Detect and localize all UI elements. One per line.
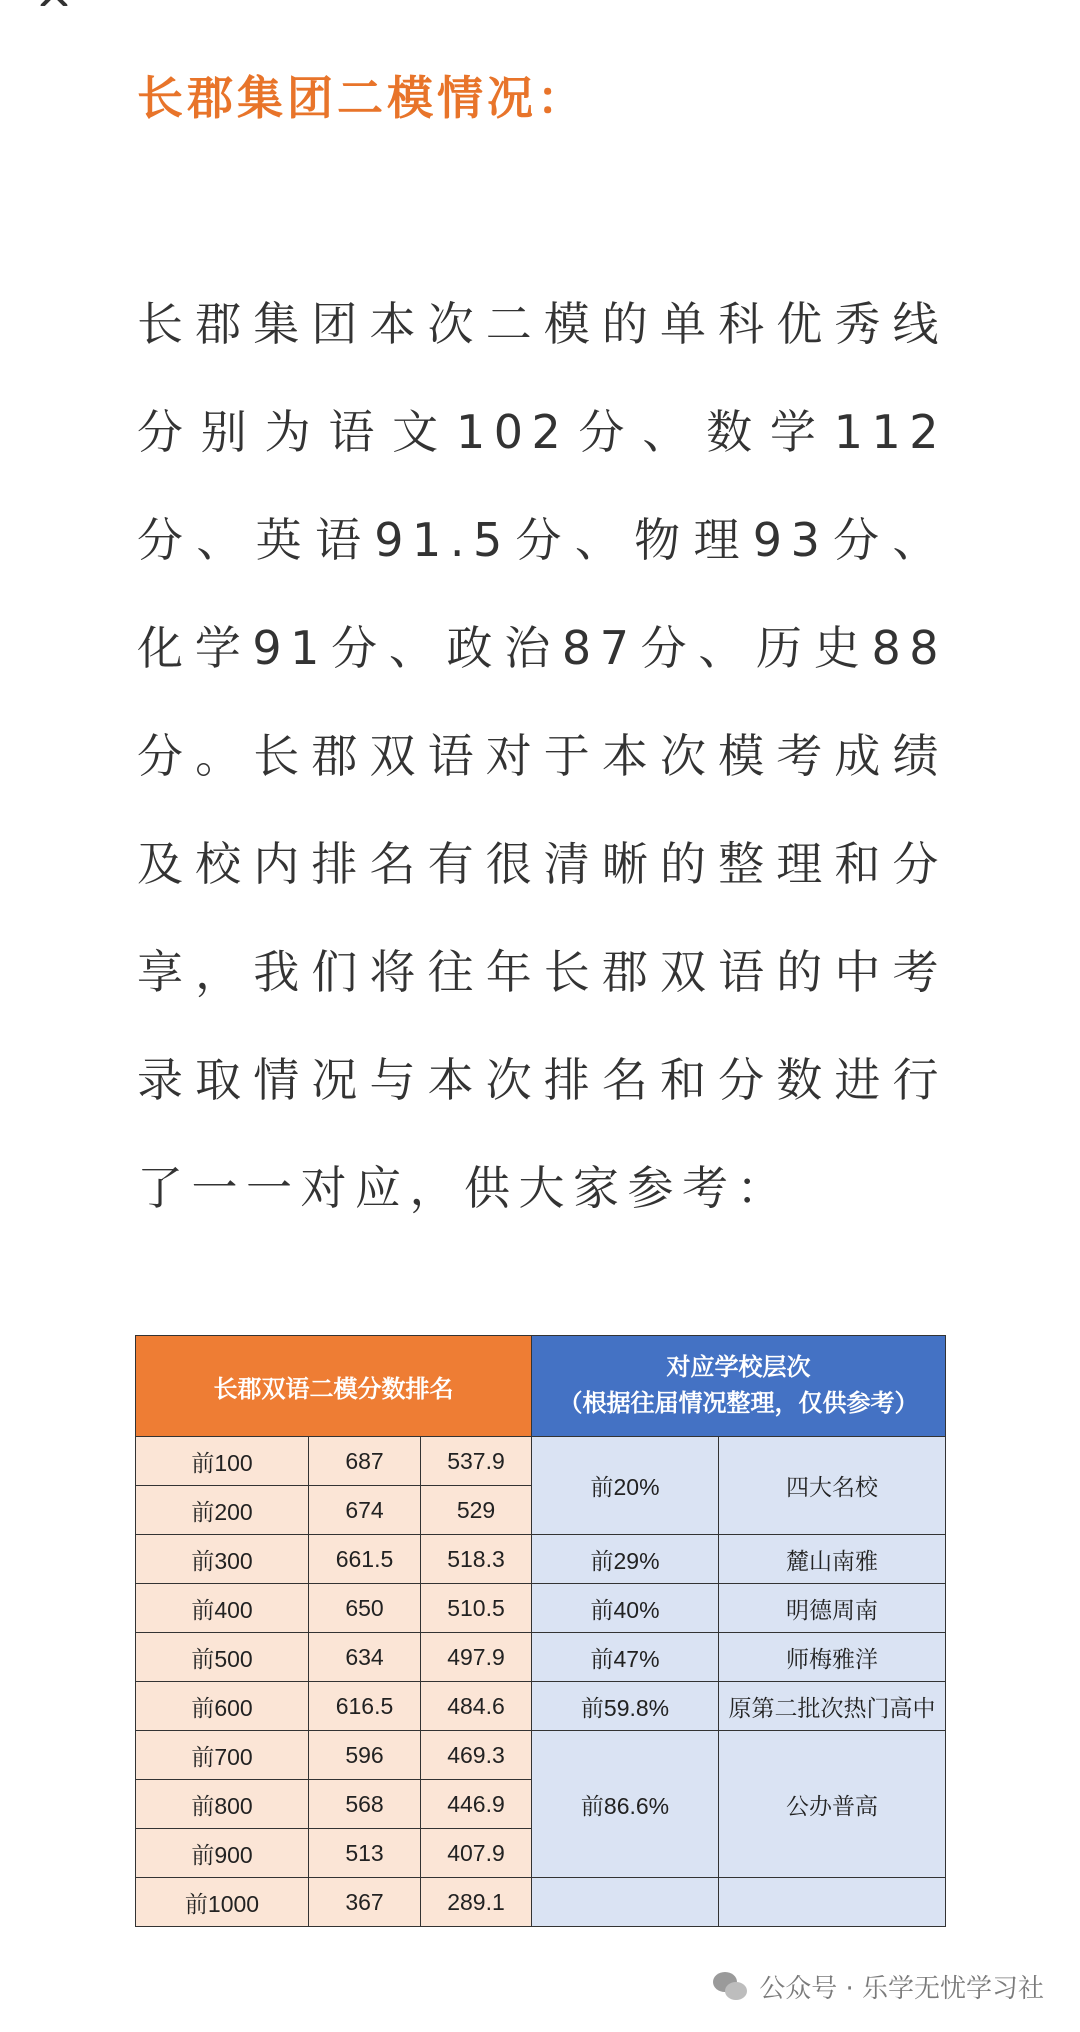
tier-percent-cell: 前40% (532, 1584, 719, 1633)
watermark-text: 公众号 · 乐学无忧学习社 (759, 1974, 1044, 2004)
tier-percent-cell: 前86.6% (532, 1731, 719, 1878)
score-cell: 674 (309, 1486, 421, 1535)
tier-school-cell: 原第二批次热门高中 (719, 1682, 946, 1731)
close-icon[interactable] (34, 0, 74, 6)
score-cell: 650 (309, 1584, 421, 1633)
page-title: 长郡集团二模情况： (137, 71, 587, 125)
rank-cell: 前1000 (136, 1878, 309, 1927)
empty-tier-cell (719, 1878, 946, 1927)
table-row (136, 1535, 946, 1584)
header-school-tier (532, 1336, 946, 1437)
watermark (713, 1968, 1044, 2005)
table-header-row (136, 1336, 946, 1437)
score-cell: 497.9 (421, 1633, 532, 1682)
rank-cell: 前300 (136, 1535, 309, 1584)
header-school-tier-title: 对应学校层次 (666, 1354, 811, 1381)
tier-school-cell: 四大名校 (719, 1437, 946, 1535)
score-cell: 289.1 (421, 1878, 532, 1927)
score-cell: 510.5 (421, 1584, 532, 1633)
tier-percent-cell: 前20% (532, 1437, 719, 1535)
rank-cell: 前100 (136, 1437, 309, 1486)
body-paragraph: 长郡集团本次二模的单科优秀线分别为语文102分、数学112分、英语91.5分、物理93分、化学91分、政治87分、历史88分。长郡双语对于本次模考成绩及校内排名有很清晰的整理和分享，我们将往年长郡双语的中考录取情况与本次排名和分数进行了一一对应，供大家参考： (137, 297, 947, 1215)
tier-school-cell: 麓山南雅 (719, 1535, 946, 1584)
rank-cell: 前400 (136, 1584, 309, 1633)
score-cell: 529 (421, 1486, 532, 1535)
table-row (136, 1584, 946, 1633)
tier-percent-cell: 前59.8% (532, 1682, 719, 1731)
table-row (136, 1878, 946, 1927)
table-row (136, 1731, 946, 1780)
score-cell: 367 (309, 1878, 421, 1927)
rank-cell: 前600 (136, 1682, 309, 1731)
score-cell: 518.3 (421, 1535, 532, 1584)
score-cell: 687 (309, 1437, 421, 1486)
tier-school-cell: 公办普高 (719, 1731, 946, 1878)
table-row (136, 1682, 946, 1731)
tier-percent-cell: 前29% (532, 1535, 719, 1584)
score-cell: 469.3 (421, 1731, 532, 1780)
score-cell: 513 (309, 1829, 421, 1878)
rank-cell: 前200 (136, 1486, 309, 1535)
score-cell: 484.6 (421, 1682, 532, 1731)
score-cell: 634 (309, 1633, 421, 1682)
score-cell: 661.5 (309, 1535, 421, 1584)
score-cell: 537.9 (421, 1437, 532, 1486)
tier-percent-cell: 前47% (532, 1633, 719, 1682)
header-score-ranking: 长郡双语二模分数排名 (136, 1336, 532, 1437)
empty-tier-cell (532, 1878, 719, 1927)
score-cell: 616.5 (309, 1682, 421, 1731)
table-row (136, 1633, 946, 1682)
header-school-tier-note: （根据往届情况整理，仅供参考） (558, 1390, 919, 1417)
wechat-icon (713, 1972, 749, 2002)
rank-cell: 前800 (136, 1780, 309, 1829)
rank-cell: 前500 (136, 1633, 309, 1682)
table-row (136, 1437, 946, 1486)
rank-cell: 前900 (136, 1829, 309, 1878)
score-cell: 568 (309, 1780, 421, 1829)
score-cell: 446.9 (421, 1780, 532, 1829)
tier-school-cell: 师梅雅洋 (719, 1633, 946, 1682)
tier-school-cell: 明德周南 (719, 1584, 946, 1633)
score-cell: 596 (309, 1731, 421, 1780)
rank-cell: 前700 (136, 1731, 309, 1780)
score-cell: 407.9 (421, 1829, 532, 1878)
ranking-table (135, 1335, 946, 1927)
